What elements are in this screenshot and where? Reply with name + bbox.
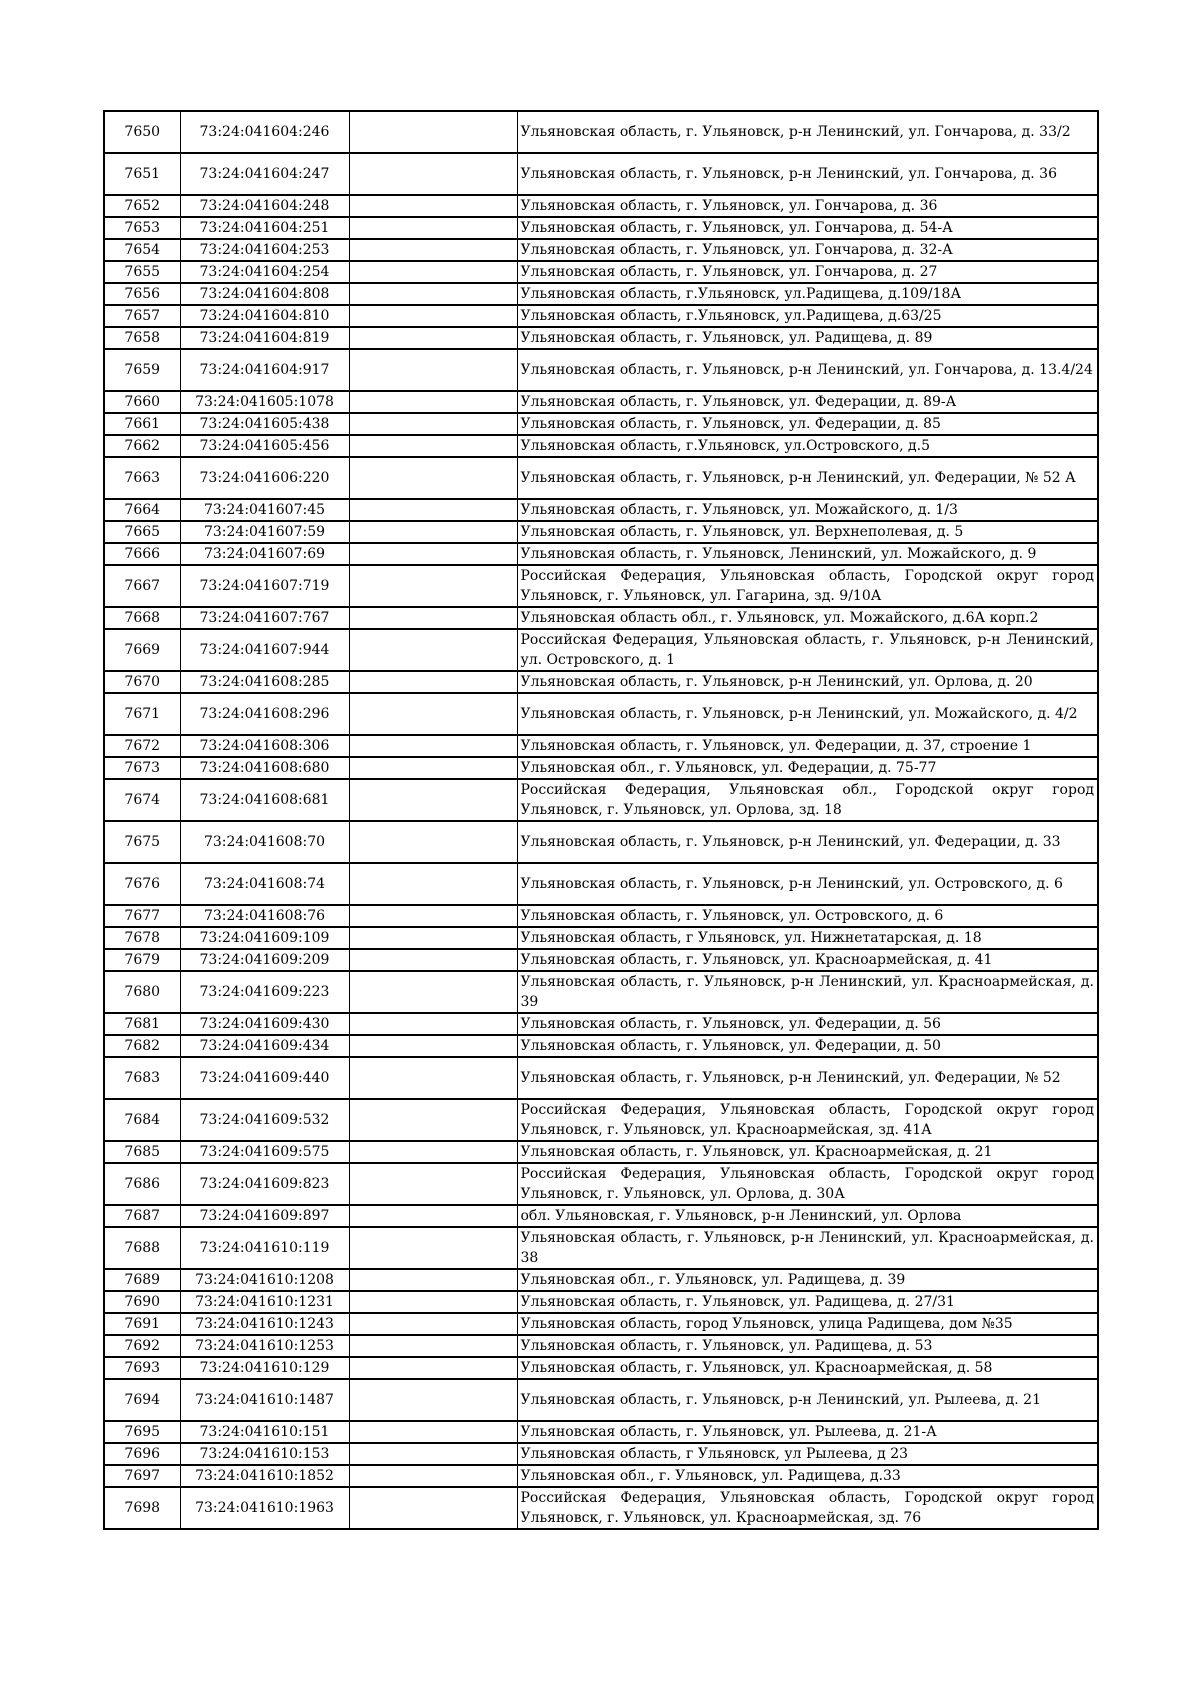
table-row (104, 543, 1098, 565)
cadastral-number: 73:24:041605:456 (180, 435, 349, 457)
empty-cell (349, 607, 517, 629)
row-number: 7660 (104, 391, 180, 413)
cadastral-number: 73:24:041604:917 (180, 349, 349, 391)
empty-cell (349, 1205, 517, 1227)
cadastral-number: 73:24:041609:109 (180, 927, 349, 949)
row-number: 7653 (104, 217, 180, 239)
table-row (104, 1421, 1098, 1443)
table-row (104, 153, 1098, 195)
empty-cell (349, 1057, 517, 1099)
row-number: 7672 (104, 735, 180, 757)
address: Ульяновская область, г. Ульяновск, р-н Ленинский, ул. Федерации, № 52 (517, 1057, 1098, 1099)
cadastral-number: 73:24:041604:248 (180, 195, 349, 217)
cadastral-number: 73:24:041610:1231 (180, 1291, 349, 1313)
address: Ульяновская область, город Ульяновск, улица Радищева, дом №35 (517, 1313, 1098, 1335)
empty-cell (349, 927, 517, 949)
address: Ульяновская область, г. Ульяновск, ул. Островского, д. 6 (517, 905, 1098, 927)
empty-cell (349, 629, 517, 671)
row-number: 7667 (104, 565, 180, 607)
row-number: 7684 (104, 1099, 180, 1141)
row-number: 7683 (104, 1057, 180, 1099)
cadastral-number: 73:24:041607:59 (180, 521, 349, 543)
cadastral-number: 73:24:041605:438 (180, 413, 349, 435)
address: Ульяновская область, г. Ульяновск, ул. Гончарова, д. 32-А (517, 239, 1098, 261)
table-row (104, 693, 1098, 735)
row-number: 7686 (104, 1163, 180, 1205)
table-row (104, 1335, 1098, 1357)
address: Ульяновская область, г. Ульяновск, ул. Верхнеполевая, д. 5 (517, 521, 1098, 543)
cadastral-number: 73:24:041610:119 (180, 1227, 349, 1269)
empty-cell (349, 565, 517, 607)
row-number: 7695 (104, 1421, 180, 1443)
cadastral-number: 73:24:041604:253 (180, 239, 349, 261)
address: Ульяновская обл., г. Ульяновск, ул. Радищева, д.33 (517, 1465, 1098, 1487)
table-row (104, 1227, 1098, 1269)
table-row (104, 565, 1098, 607)
table-row (104, 305, 1098, 327)
empty-cell (349, 1227, 517, 1269)
empty-cell (349, 671, 517, 693)
address: Ульяновская область, г. Ульяновск, ул. Федерации, д. 37, строение 1 (517, 735, 1098, 757)
empty-cell (349, 1443, 517, 1465)
row-number: 7655 (104, 261, 180, 283)
row-number: 7668 (104, 607, 180, 629)
row-number: 7676 (104, 863, 180, 905)
address: Ульяновская область, г. Ульяновск, р-н Ленинский, ул. Гончарова, д. 13.4/24 (517, 349, 1098, 391)
table-row (104, 521, 1098, 543)
empty-cell (349, 821, 517, 863)
address: обл. Ульяновская, г. Ульяновск, р-н Ленинский, ул. Орлова (517, 1205, 1098, 1227)
row-number: 7650 (104, 111, 180, 153)
table-row (104, 1269, 1098, 1291)
empty-cell (349, 1487, 517, 1529)
table-row (104, 735, 1098, 757)
empty-cell (349, 1379, 517, 1421)
address: Ульяновская область, г. Ульяновск, р-н Ленинский, ул. Красноармейская, д. 39 (517, 971, 1098, 1013)
cadastral-number: 73:24:041609:532 (180, 1099, 349, 1141)
cadastral-number: 73:24:041609:440 (180, 1057, 349, 1099)
row-number: 7666 (104, 543, 180, 565)
cadastral-number: 73:24:041604:819 (180, 327, 349, 349)
address: Ульяновская область, г.Ульяновск, ул.Радищева, д.109/18А (517, 283, 1098, 305)
table-row (104, 905, 1098, 927)
cadastral-number: 73:24:041608:70 (180, 821, 349, 863)
address: Ульяновская область, г. Ульяновск, р-н Ленинский, ул. Красноармейская, д. 38 (517, 1227, 1098, 1269)
table-row (104, 1057, 1098, 1099)
table-row (104, 671, 1098, 693)
row-number: 7682 (104, 1035, 180, 1057)
row-number: 7685 (104, 1141, 180, 1163)
row-number: 7652 (104, 195, 180, 217)
row-number: 7674 (104, 779, 180, 821)
address: Ульяновская область, г. Ульяновск, р-н Ленинский, ул. Федерации, № 52 А (517, 457, 1098, 499)
cadastral-number: 73:24:041608:680 (180, 757, 349, 779)
empty-cell (349, 905, 517, 927)
cadastral-number: 73:24:041607:45 (180, 499, 349, 521)
row-number: 7693 (104, 1357, 180, 1379)
table-row (104, 499, 1098, 521)
address: Ульяновская область, г. Ульяновск, ул. Гончарова, д. 27 (517, 261, 1098, 283)
cadastral-number: 73:24:041610:151 (180, 1421, 349, 1443)
cadastral-number: 73:24:041608:285 (180, 671, 349, 693)
cadastral-number: 73:24:041607:944 (180, 629, 349, 671)
cadastral-number: 73:24:041608:306 (180, 735, 349, 757)
empty-cell (349, 1035, 517, 1057)
row-number: 7663 (104, 457, 180, 499)
empty-cell (349, 779, 517, 821)
cadastral-number: 73:24:041610:1852 (180, 1465, 349, 1487)
address: Российская Федерация, Ульяновская область, Городской округ город Ульяновск, г. Ульяновск, ул. Красноармейская, зд. 41А (517, 1099, 1098, 1141)
address: Ульяновская область, г. Ульяновск, ул. Гончарова, д. 54-А (517, 217, 1098, 239)
table-row (104, 821, 1098, 863)
empty-cell (349, 1163, 517, 1205)
empty-cell (349, 261, 517, 283)
empty-cell (349, 1313, 517, 1335)
address: Ульяновская область, г. Ульяновск, ул. Федерации, д. 89-А (517, 391, 1098, 413)
address: Ульяновская область, г. Ульяновск, ул. Можайского, д. 1/3 (517, 499, 1098, 521)
empty-cell (349, 391, 517, 413)
empty-cell (349, 413, 517, 435)
empty-cell (349, 693, 517, 735)
address: Ульяновская область, г. Ульяновск, ул. Федерации, д. 56 (517, 1013, 1098, 1035)
address: Ульяновская область, г Ульяновск, ул Рылеева, д 23 (517, 1443, 1098, 1465)
table-row (104, 1357, 1098, 1379)
empty-cell (349, 863, 517, 905)
cadastral-number: 73:24:041610:1487 (180, 1379, 349, 1421)
row-number: 7689 (104, 1269, 180, 1291)
address: Российская Федерация, Ульяновская область, Городской округ город Ульяновск, г. Ульяновск, ул. Орлова, д. 30А (517, 1163, 1098, 1205)
empty-cell (349, 757, 517, 779)
row-number: 7654 (104, 239, 180, 261)
empty-cell (349, 1141, 517, 1163)
table-row (104, 239, 1098, 261)
address: Российская Федерация, Ульяновская область, Городской округ город Ульяновск, г. Ульяновск, ул. Гагарина, зд. 9/10А (517, 565, 1098, 607)
table-row (104, 349, 1098, 391)
row-number: 7661 (104, 413, 180, 435)
address: Ульяновская область обл., г. Ульяновск, ул. Можайского, д.6А корп.2 (517, 607, 1098, 629)
table-row (104, 1205, 1098, 1227)
row-number: 7692 (104, 1335, 180, 1357)
row-number: 7656 (104, 283, 180, 305)
empty-cell (349, 1421, 517, 1443)
empty-cell (349, 1335, 517, 1357)
table-row (104, 1099, 1098, 1141)
address: Ульяновская область, г. Ульяновск, ул. Красноармейская, д. 41 (517, 949, 1098, 971)
address: Ульяновская область, г.Ульяновск, ул.Островского, д.5 (517, 435, 1098, 457)
row-number: 7659 (104, 349, 180, 391)
row-number: 7698 (104, 1487, 180, 1529)
table-row (104, 1465, 1098, 1487)
address: Ульяновская область, г. Ульяновск, р-н Ленинский, ул. Федерации, д. 33 (517, 821, 1098, 863)
empty-cell (349, 327, 517, 349)
empty-cell (349, 735, 517, 757)
row-number: 7670 (104, 671, 180, 693)
address: Ульяновская область, г. Ульяновск, р-н Ленинский, ул. Островского, д. 6 (517, 863, 1098, 905)
row-number: 7673 (104, 757, 180, 779)
empty-cell (349, 499, 517, 521)
table-row (104, 217, 1098, 239)
table-row (104, 949, 1098, 971)
table-row (104, 629, 1098, 671)
address: Ульяновская обл., г. Ульяновск, ул. Радищева, д. 39 (517, 1269, 1098, 1291)
empty-cell (349, 521, 517, 543)
empty-cell (349, 1465, 517, 1487)
cadastral-number: 73:24:041610:129 (180, 1357, 349, 1379)
table-row (104, 413, 1098, 435)
table-row (104, 1291, 1098, 1313)
cadastral-number: 73:24:041604:810 (180, 305, 349, 327)
row-number: 7688 (104, 1227, 180, 1269)
cadastral-number: 73:24:041609:575 (180, 1141, 349, 1163)
cadastral-number: 73:24:041609:209 (180, 949, 349, 971)
empty-cell (349, 283, 517, 305)
address: Ульяновская область, г. Ульяновск, Ленинский, ул. Можайского, д. 9 (517, 543, 1098, 565)
table-row (104, 1379, 1098, 1421)
empty-cell (349, 1357, 517, 1379)
empty-cell (349, 217, 517, 239)
cadastral-number: 73:24:041604:246 (180, 111, 349, 153)
cadastral-number: 73:24:041610:1253 (180, 1335, 349, 1357)
empty-cell (349, 543, 517, 565)
address: Ульяновская область, г. Ульяновск, р-н Ленинский, ул. Рылеева, д. 21 (517, 1379, 1098, 1421)
row-number: 7675 (104, 821, 180, 863)
row-number: 7690 (104, 1291, 180, 1313)
table-row (104, 757, 1098, 779)
row-number: 7651 (104, 153, 180, 195)
cadastral-number: 73:24:041604:247 (180, 153, 349, 195)
address: Ульяновская область, г. Ульяновск, ул. Рылеева, д. 21-А (517, 1421, 1098, 1443)
row-number: 7671 (104, 693, 180, 735)
cadastral-number: 73:24:041609:223 (180, 971, 349, 1013)
cadastral-number: 73:24:041604:808 (180, 283, 349, 305)
row-number: 7691 (104, 1313, 180, 1335)
row-number: 7664 (104, 499, 180, 521)
cadastral-number: 73:24:041609:434 (180, 1035, 349, 1057)
row-number: 7678 (104, 927, 180, 949)
cadastral-number: 73:24:041607:767 (180, 607, 349, 629)
address: Ульяновская область, г. Ульяновск, р-н Ленинский, ул. Гончарова, д. 33/2 (517, 111, 1098, 153)
row-number: 7669 (104, 629, 180, 671)
empty-cell (349, 1291, 517, 1313)
cadastral-number: 73:24:041610:1208 (180, 1269, 349, 1291)
empty-cell (349, 1269, 517, 1291)
table-body (104, 111, 1098, 1529)
table-row (104, 607, 1098, 629)
empty-cell (349, 195, 517, 217)
address: Ульяновская область, г. Ульяновск, ул. Гончарова, д. 36 (517, 195, 1098, 217)
empty-cell (349, 1013, 517, 1035)
row-number: 7662 (104, 435, 180, 457)
cadastral-number: 73:24:041608:74 (180, 863, 349, 905)
address: Ульяновская область, г. Ульяновск, ул. Красноармейская, д. 21 (517, 1141, 1098, 1163)
table-row (104, 779, 1098, 821)
cadastral-number: 73:24:041610:153 (180, 1443, 349, 1465)
address: Ульяновская область, г. Ульяновск, р-н Ленинский, ул. Орлова, д. 20 (517, 671, 1098, 693)
table-row (104, 863, 1098, 905)
address: Ульяновская область, г. Ульяновск, ул. Федерации, д. 50 (517, 1035, 1098, 1057)
row-number: 7677 (104, 905, 180, 927)
address: Ульяновская область, г. Ульяновск, р-н Ленинский, ул. Можайского, д. 4/2 (517, 693, 1098, 735)
table-row (104, 1013, 1098, 1035)
table-row (104, 195, 1098, 217)
address: Российская Федерация, Ульяновская область, Городской округ город Ульяновск, г. Ульяновск, ул. Красноармейская, зд. 76 (517, 1487, 1098, 1529)
address: Ульяновская область, г. Ульяновск, ул. Федерации, д. 85 (517, 413, 1098, 435)
address: Российская Федерация, Ульяновская область, г. Ульяновск, р-н Ленинский, ул. Островского, д. 1 (517, 629, 1098, 671)
row-number: 7696 (104, 1443, 180, 1465)
cadastral-number: 73:24:041608:296 (180, 693, 349, 735)
table-row (104, 1163, 1098, 1205)
empty-cell (349, 239, 517, 261)
row-number: 7665 (104, 521, 180, 543)
table-row (104, 1487, 1098, 1529)
empty-cell (349, 111, 517, 153)
table-row (104, 1141, 1098, 1163)
cadastral-number: 73:24:041608:76 (180, 905, 349, 927)
cadastral-number: 73:24:041604:254 (180, 261, 349, 283)
table-row (104, 435, 1098, 457)
address: Ульяновская область, г.Ульяновск, ул.Радищева, д.63/25 (517, 305, 1098, 327)
table-row (104, 283, 1098, 305)
cadastral-number: 73:24:041609:430 (180, 1013, 349, 1035)
cadastral-number: 73:24:041606:220 (180, 457, 349, 499)
table-row (104, 927, 1098, 949)
table-row (104, 1313, 1098, 1335)
table-row (104, 111, 1098, 153)
row-number: 7657 (104, 305, 180, 327)
table-row (104, 327, 1098, 349)
empty-cell (349, 971, 517, 1013)
table-row (104, 261, 1098, 283)
table-row (104, 1035, 1098, 1057)
cadastral-number: 73:24:041604:251 (180, 217, 349, 239)
address: Ульяновская область, г. Ульяновск, ул. Радищева, д. 53 (517, 1335, 1098, 1357)
address: Ульяновская область, г. Ульяновск, ул. Красноармейская, д. 58 (517, 1357, 1098, 1379)
address: Ульяновская область, г. Ульяновск, р-н Ленинский, ул. Гончарова, д. 36 (517, 153, 1098, 195)
cadastral-number: 73:24:041608:681 (180, 779, 349, 821)
row-number: 7687 (104, 1205, 180, 1227)
row-number: 7681 (104, 1013, 180, 1035)
address: Российская Федерация, Ульяновская обл., Городской округ город Ульяновск, г. Ульяновск, ул. Орлова, зд. 18 (517, 779, 1098, 821)
row-number: 7658 (104, 327, 180, 349)
cadastral-number: 73:24:041610:1963 (180, 1487, 349, 1529)
table-row (104, 971, 1098, 1013)
address: Ульяновская область, г. Ульяновск, ул. Радищева, д. 89 (517, 327, 1098, 349)
empty-cell (349, 435, 517, 457)
cadastral-number: 73:24:041610:1243 (180, 1313, 349, 1335)
cadastral-number: 73:24:041609:897 (180, 1205, 349, 1227)
address: Ульяновская обл., г. Ульяновск, ул. Федерации, д. 75-77 (517, 757, 1098, 779)
row-number: 7694 (104, 1379, 180, 1421)
table-row (104, 391, 1098, 413)
empty-cell (349, 457, 517, 499)
empty-cell (349, 349, 517, 391)
cadastral-table (103, 110, 1099, 1530)
row-number: 7680 (104, 971, 180, 1013)
row-number: 7697 (104, 1465, 180, 1487)
empty-cell (349, 1099, 517, 1141)
empty-cell (349, 949, 517, 971)
cadastral-number: 73:24:041605:1078 (180, 391, 349, 413)
empty-cell (349, 305, 517, 327)
row-number: 7679 (104, 949, 180, 971)
address: Ульяновская область, г. Ульяновск, ул. Радищева, д. 27/31 (517, 1291, 1098, 1313)
table-row (104, 1443, 1098, 1465)
table-row (104, 457, 1098, 499)
address: Ульяновская область, г Ульяновск, ул. Нижнетатарская, д. 18 (517, 927, 1098, 949)
cadastral-number: 73:24:041609:823 (180, 1163, 349, 1205)
empty-cell (349, 153, 517, 195)
cadastral-number: 73:24:041607:69 (180, 543, 349, 565)
cadastral-number: 73:24:041607:719 (180, 565, 349, 607)
